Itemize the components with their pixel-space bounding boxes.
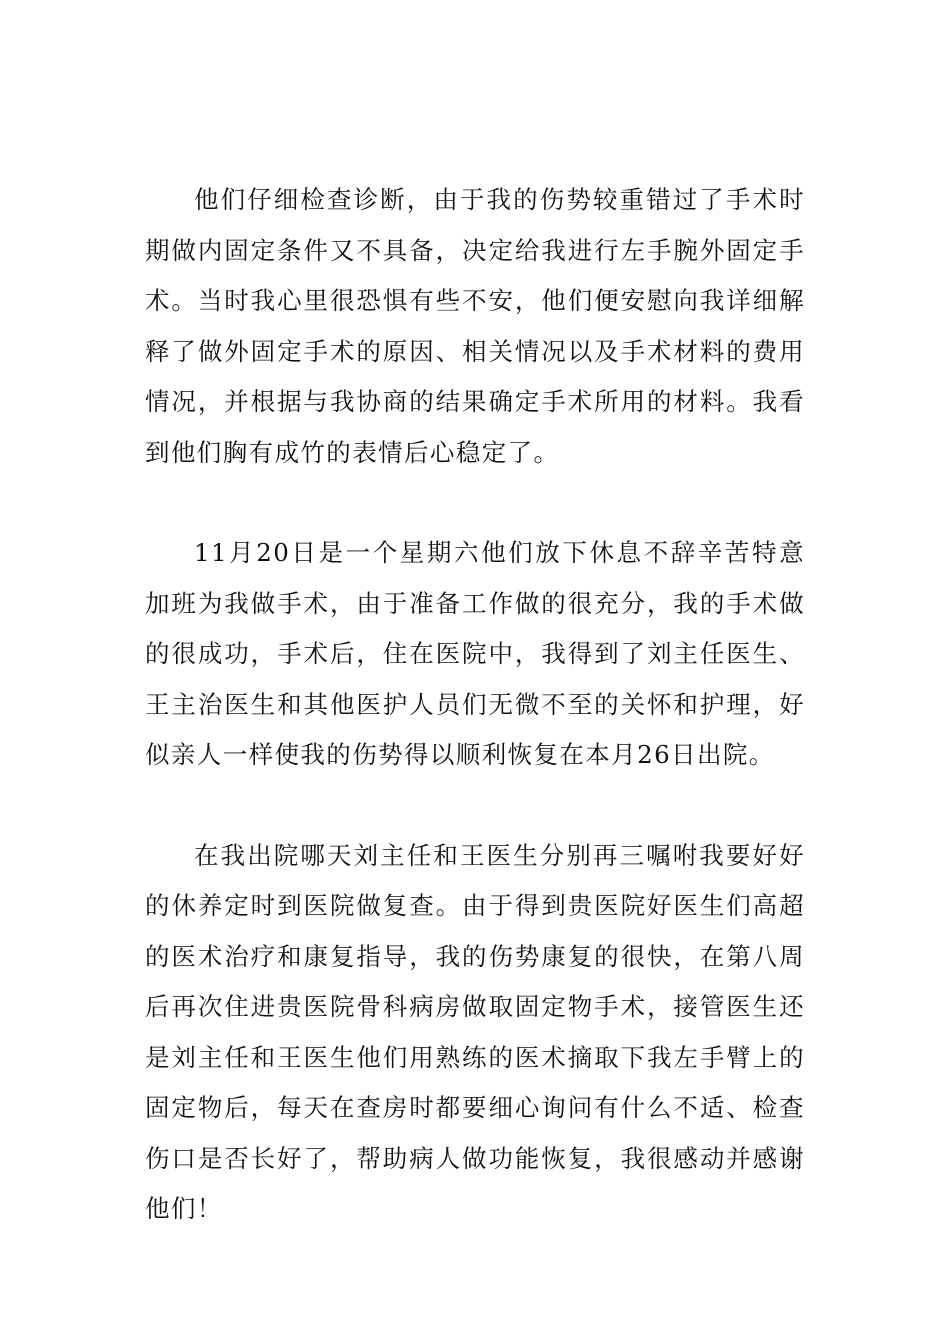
paragraph-3: 在我出院哪天刘主任和王医生分别再三嘱咐我要好好的休养定时到医院做复查。由于得到贵医院好医生们高超的医术治疗和康复指导，我的伤势康复的很快，在第八周后再次住进贵医院骨科病房做取固定物手术，接管医生还是刘主任和王医生他们用熟练的医术摘取下我左手臂上的固定物后，每天在查房时都要细心询问有什么不适、检查伤口是否长好了，帮助病人做功能恢复，我很感动并感谢他们！ — [145, 840, 805, 1223]
document-body — [145, 175, 805, 1235]
paragraph-2: 11月20日是一个星期六他们放下休息不辞辛苦特意加班为我做手术，由于准备工作做的很充分，我的手术做的很成功，手术后，住在医院中，我得到了刘主任医生、王主治医生和其他医护人员们无微不至的关怀和护理，好似亲人一样使我的伤势得以顺利恢复在本月26日出院。 — [145, 538, 805, 769]
paragraph-1: 他们仔细检查诊断，由于我的伤势较重错过了手术时期做内固定条件又不具备，决定给我进行左手腕外固定手术。当时我心里很恐惧有些不安，他们便安慰向我详细解释了做外固定手术的原因、相关情况以及手术材料的费用情况，并根据与我协商的结果确定手术所用的材料。我看到他们胸有成竹的表情后心稳定了。 — [145, 185, 805, 467]
